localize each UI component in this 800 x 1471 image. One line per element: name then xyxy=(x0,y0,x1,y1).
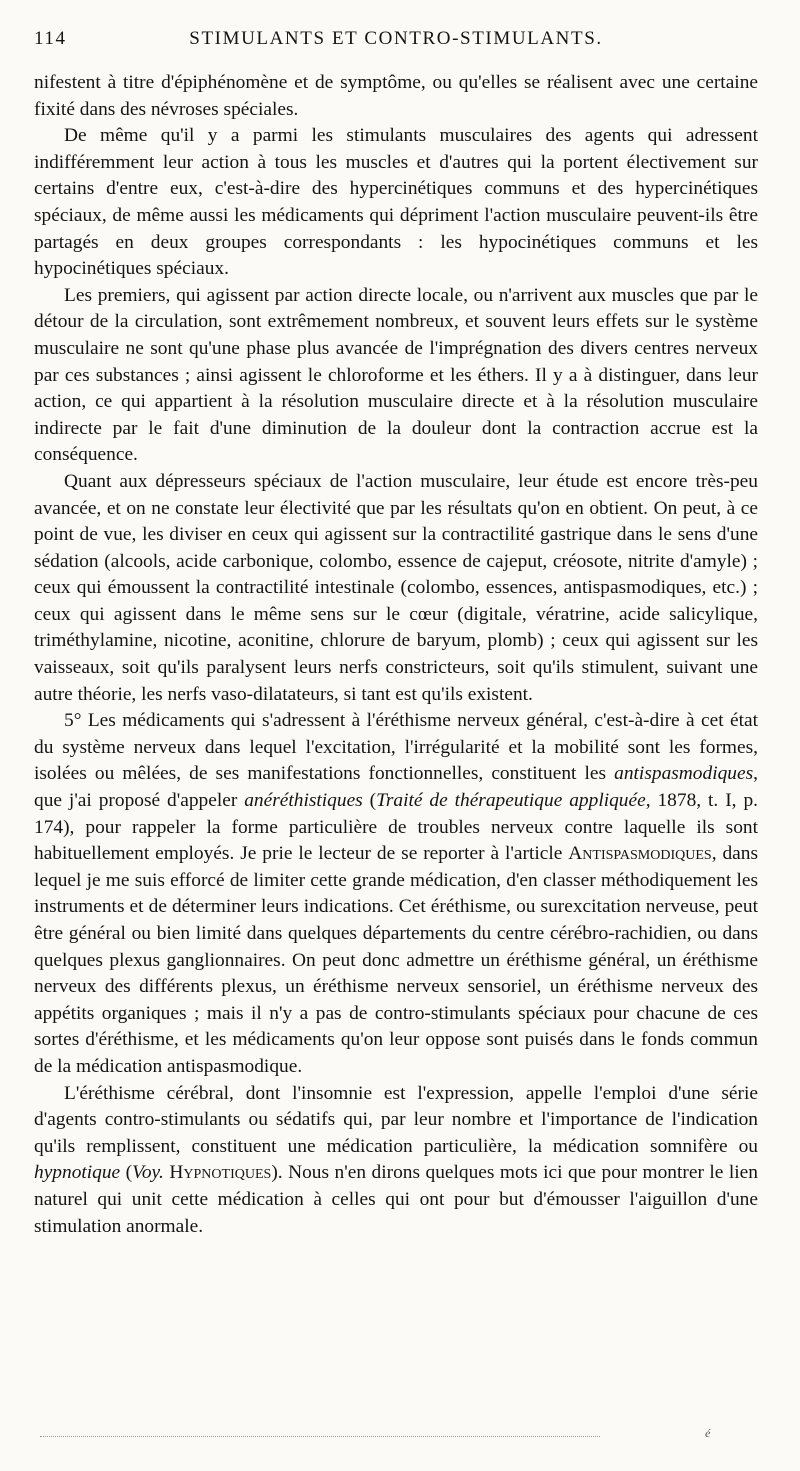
text-run: , que j'ai proposé d'appeler xyxy=(34,763,758,812)
book-page xyxy=(34,28,758,1240)
text-run: ( xyxy=(362,790,377,812)
footer-rule xyxy=(40,1436,600,1437)
text-run: , dans lequel je me suis efforcé de limiter cette grande médication, d'en classer méthodiquement les instruments et de déterminer leurs indications. Cet éréthisme, ou surexcitation nerveuse, peut être général ou bien limité dans quelques départements du centre cérébro-rachidien, ou dans quelques plexus ganglionnaires. On peut donc admettre un éréthisme général, un éréthisme nerveux des différents plexus, un éréthisme nerveux sensoriel, un éréthisme nerveux des appétits organiques ; mais il n'y a pas de contro-stimulants spéciaux pour chacune de ces sortes d'éréthisme, et les médicaments qu'on leur oppose sont puisés dans le fonds commun de la médication antispasmodique. xyxy=(34,843,758,1077)
text-run: L'éréthisme cérébral, dont l'insomnie est l'expression, appelle l'emploi d'une série d'agents contro-stimulants ou sédatifs qui, par leur nombre et l'importance de l'indication qu'ils remplissent, constituent une médication particulière, la médication somnifère ou xyxy=(34,1082,758,1157)
text-run: ( xyxy=(120,1162,133,1184)
book-title-reference: Traité de thérapeutique appliquée xyxy=(376,790,646,812)
body-text xyxy=(34,70,758,1240)
see-abbreviation: Voy. xyxy=(132,1162,164,1184)
text-run: 5° Les médicaments qui s'adressent à l'éréthisme nerveux général, c'est-à-dire à cet état du système nerveux dans lequel l'excitation, l'irrégularité et la mobilité sont les formes, isolées ou mêlées, de ses manifestations fonctionnelles, constituent les xyxy=(34,710,758,785)
text-run: , 1878, t. I, p. 174), pour rappeler la forme particulière de troubles nerveux contre laquelle ils sont habituellement employés. Je prie le lecteur de se reporter à l'article xyxy=(34,790,758,865)
cross-reference-hypnotiques: Hypnotiques xyxy=(169,1162,272,1184)
term-hypnotique: hypnotique xyxy=(34,1162,121,1184)
page-header xyxy=(34,28,758,56)
term-antispasmodiques: antispasmodiques xyxy=(614,763,754,785)
paragraph-muscular-agents: De même qu'il y a parmi les stimulants musculaires des agents qui adressent indifféremment leur action à tous les muscles et d'autres qui la portent électivement sur certains d'entre eux, c'est-à-dire des hypercinétiques communs et des hypercinétiques spéciaux, de même aussi les médicaments qui dépriment l'action musculaire peuvent-ils être partagés en deux groupes correspondants : les hypocinétiques communs et les hypocinétiques spéciaux. xyxy=(34,125,758,280)
paragraph-continuation: nifestent à titre d'épiphénomène et de symptôme, ou qu'elles se réalisent avec une certaine fixité dans des névroses spéciales. xyxy=(34,72,758,120)
footer-mark: é xyxy=(705,1426,711,1440)
cross-reference-antispasmodiques: Antispasmodiques xyxy=(568,843,712,865)
text-run: ). Nous n'en dirons quelques mots ici que pour montrer le lien naturel qui unit cette médication à celles qui ont pour but d'émousser l'aiguillon d'une stimulation anormale. xyxy=(34,1162,758,1237)
paragraph-antispasmodics xyxy=(34,708,758,1080)
page-number: 114 xyxy=(34,28,67,49)
term-anerethistiques: anéréthistiques xyxy=(244,790,363,812)
paragraph-common-hypokinetics: Les premiers, qui agissent par action directe locale, ou n'arrivent aux muscles que par le détour de la circulation, sont extrêmement nombreux, et souvent leurs effets sur le système musculaire ne sont qu'une phase plus avancée de l'imprégnation des divers centres nerveux par ces substances ; ainsi agissent le chloroforme et les éthers. Il y a à distinguer, dans leur action, ce qui appartient à la résolution musculaire directe et à la résolution musculaire indirecte par le fait d'une diminution de la douleur dont la contraction accrue est la conséquence. xyxy=(34,284,758,466)
paragraph-hypnotics xyxy=(34,1081,758,1241)
running-title: STIMULANTS ET CONTRO-STIMULANTS. xyxy=(189,28,603,49)
paragraph-special-depressors: Quant aux dépresseurs spéciaux de l'action musculaire, leur étude est encore très-peu avancée, et on ne constate leur électivité que par les résultats qu'on en obtient. On peut, à ce point de vue, les diviser en ceux qui agissent sur la contractilité gastrique dans le sens d'une sédation (alcools, acide carbonique, colombo, essence de cajeput, créosote, nitrite d'amyle) ; ceux qui émoussent la contractilité intestinale (colombo, essences, antispasmodiques, etc.) ; ceux qui agissent dans le même sens sur le cœur (digitale, vératrine, acide salicylique, triméthylamine, nicotine, aconitine, chlorure de baryum, plomb) ; ceux qui agissent sur les vaisseaux, soit qu'ils paralysent leurs nerfs constricteurs, soit qu'ils stimulent, suivant une autre théorie, les nerfs vaso-dilatateurs, si tant est qu'ils existent. xyxy=(34,470,758,705)
